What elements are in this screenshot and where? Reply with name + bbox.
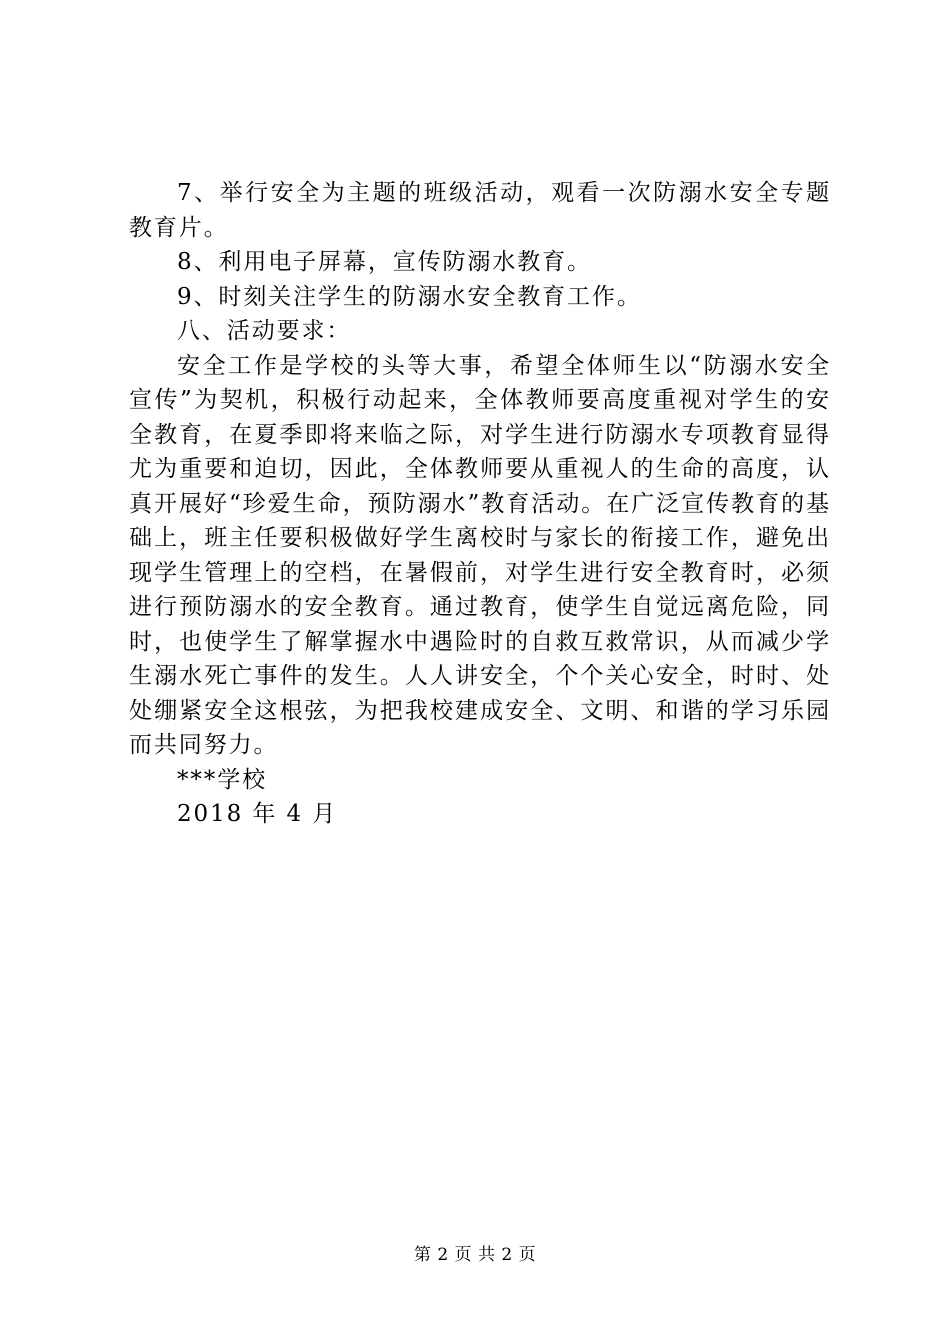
document-body — [129, 176, 831, 832]
list-item-8: 8、利用电子屏幕，宣传防溺水教育。 — [177, 249, 592, 275]
list-item-7: 7、举行安全为主题的班级活动，观看一次防溺水安全专题教育片。 — [129, 180, 831, 241]
list-item-9: 9、时刻关注学生的防溺水安全教育工作。 — [177, 283, 642, 310]
body-paragraph: 安全工作是学校的头等大事，希望全体师生以“防溺水安全宣传”为契机，积极行动起来，全体教师要高度重视对学生的安全教育，在夏季即将来临之际，对学生进行防溺水专项教育显得尤为重要和迫切，因此，全体教师要从重视人的生命的高度，认真开展好“珍爱生命，预防溺水”教育活动。在广泛宣传教育的基础上，班主任要积极做好学生离校时与家长的衔接工作，避免出现学生管理上的空档，在暑假前，对学生进行安全教育时，必须进行预防溺水的安全教育。通过教育，使学生自觉远离危险，同时，也使学生了解掌握水中遇险时的自救互救常识，从而减少学生溺水死亡事件的发生。人人讲安全，个个关心安全，时时、处处绷紧安全这根弦，为把我校建成安全、文明、和谐的学习乐园而共同努力。 — [129, 352, 831, 758]
signature-school: ***学校 — [177, 766, 267, 793]
section-heading-activity-requirements: 八、活动要求： — [177, 318, 352, 344]
signature-date: 2018 年 4 月 — [177, 801, 338, 827]
page-indicator: 第 2 页 共 2 页 — [413, 1245, 537, 1265]
page-footer — [0, 1243, 950, 1267]
